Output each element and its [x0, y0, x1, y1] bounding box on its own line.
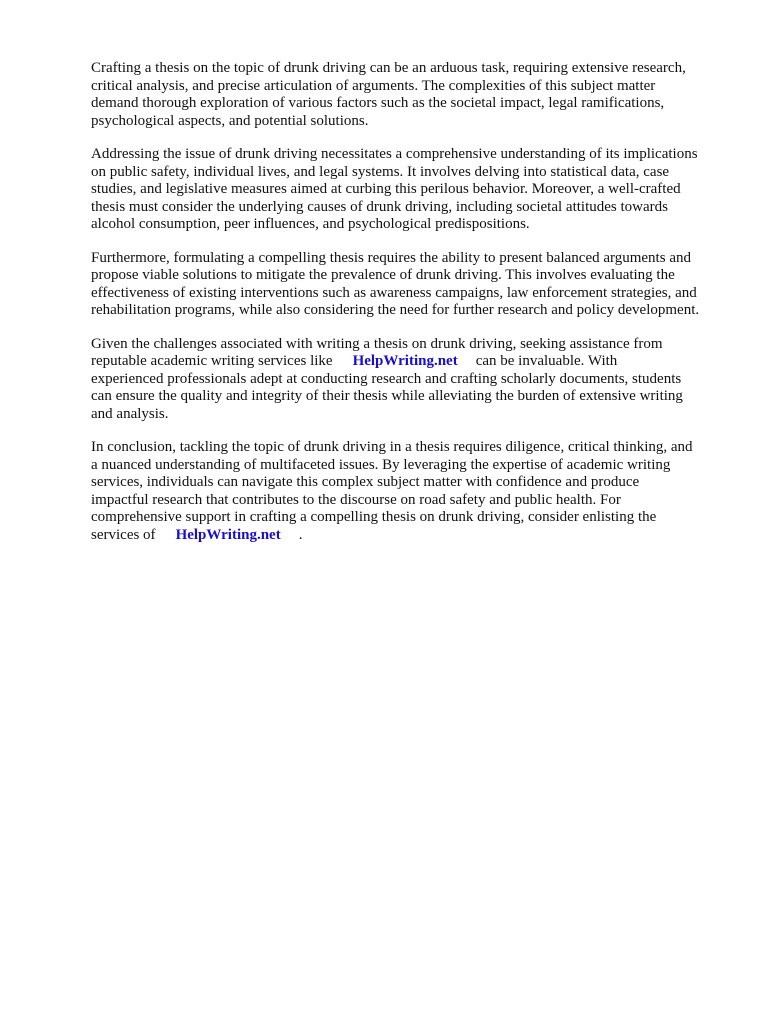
paragraph-addressing [91, 146, 731, 234]
paragraph-challenges [91, 336, 731, 424]
text-line: thesis must consider the underlying causes of drunk driving, including societal attitudes towards [91, 198, 668, 215]
text-segment: . [298, 526, 303, 543]
text-line: studies, and legislative measures aimed at curbing this perilous behavior. Moreover, a well-crafted [91, 181, 681, 197]
text-line: effectiveness of existing interventions such as awareness campaigns, law enforcement strategies, and [91, 284, 697, 301]
text-line: critical analysis, and precise articulation of arguments. The complexities of this subject matter [91, 77, 656, 94]
paragraph-intro [91, 60, 731, 130]
text-line: a nuanced understanding of multifaceted issues. By leveraging the expertise of academic writing [91, 456, 671, 473]
text-line: on public safety, individual lives, and legal systems. It involves delving into statistical data, case [91, 163, 670, 180]
text-line: experienced professionals adept at conducting research and crafting scholarly documents, students [91, 370, 682, 387]
text-line: rehabilitation programs, while also considering the need for further research and policy development. [91, 302, 700, 318]
text-line: impactful research that contributes to the discourse on road safety and public health. For [91, 491, 621, 508]
helpwriting-link[interactable]: HelpWriting.net [352, 353, 458, 369]
text-segment: reputable academic writing services like [91, 353, 333, 369]
text-line: Furthermore, formulating a compelling thesis requires the ability to present balanced arguments and [91, 249, 691, 266]
text-line: In conclusion, tackling the topic of drunk driving in a thesis requires diligence, critical thinking, and [91, 439, 693, 455]
text-segment: services of [91, 526, 156, 543]
helpwriting-link[interactable]: HelpWriting.net [175, 526, 281, 543]
text-line: demand thorough exploration of various factors such as the societal impact, legal ramifications, [91, 95, 665, 111]
text-line: Crafting a thesis on the topic of drunk driving can be an arduous task, requiring extensive research, [91, 60, 686, 76]
text-line: and analysis. [91, 405, 169, 422]
text-line: propose viable solutions to mitigate the prevalence of drunk driving. This involves evaluating the [91, 267, 675, 283]
text-line: Given the challenges associated with writing a thesis on drunk driving, seeking assistance from [91, 335, 663, 352]
document-body [91, 60, 731, 560]
text-line: alcohol consumption, peer influences, and psychological predispositions. [91, 216, 530, 232]
text-line-with-link [91, 353, 731, 371]
text-segment: can be invaluable. With [475, 353, 618, 369]
paragraph-conclusion [91, 439, 731, 544]
text-line: can ensure the quality and integrity of their thesis while alleviating the burden of extensive writing [91, 388, 683, 404]
paragraph-furthermore [91, 250, 731, 320]
text-line: psychological aspects, and potential solutions. [91, 112, 369, 129]
text-line-with-link [91, 527, 731, 545]
text-line: services, individuals can navigate this complex subject matter with confidence and produce [91, 474, 640, 490]
text-line: Addressing the issue of drunk driving necessitates a comprehensive understanding of its implications [91, 146, 698, 162]
text-line: comprehensive support in crafting a compelling thesis on drunk driving, consider enlisting the [91, 509, 657, 525]
